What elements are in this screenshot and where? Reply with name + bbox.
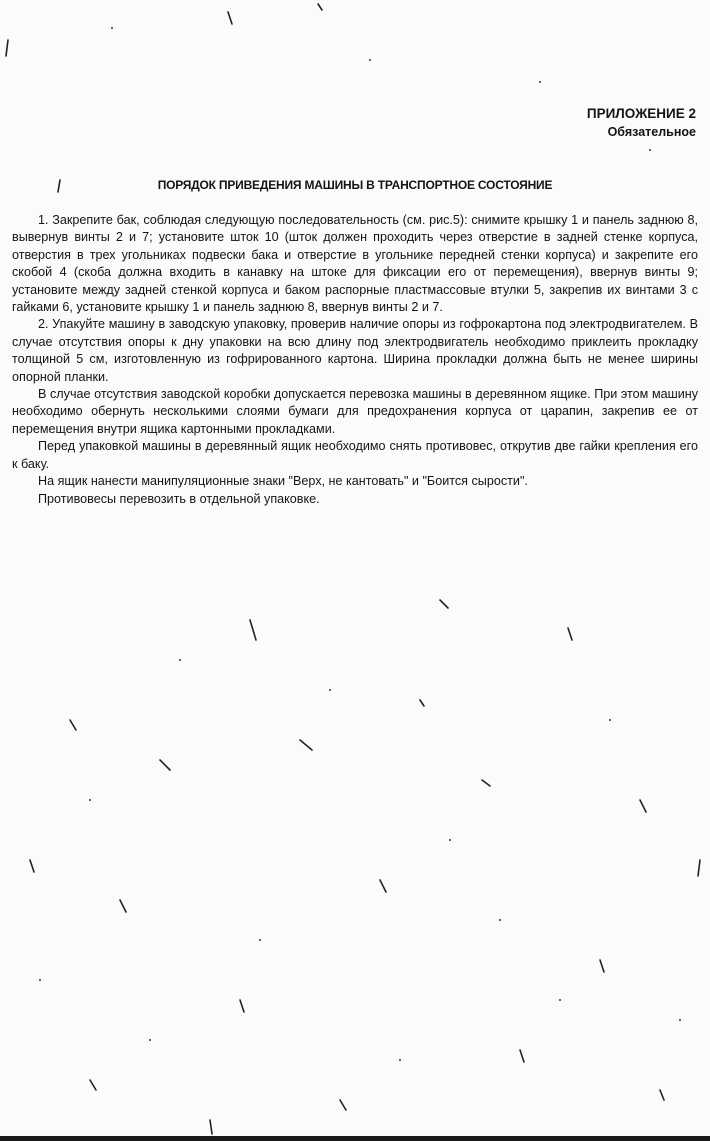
paragraph-3: В случае отсутствия заводской коробки допускается перевозка машины в деревянном ящике. При этом машину необходимо обернуть несколькими слоями бумаги для предохранения корпуса от царапин, закрепив ее от перемещения внутри ящика картонными прокладками. (12, 387, 698, 436)
paragraph-2: 2. Упакуйте машину в заводскую упаковку, проверив наличие опоры из гофрокартона под электродвигателем. В случае отсутствия опоры к дну упаковки на всю длину под электродвигатель необходимо приклеить прокладку толщиной 5 см, изготовленную из гофрированного картона. Ширина прокладки должна быть не менее ширины опорной планки. (12, 317, 698, 384)
annex-header (587, 104, 696, 142)
document-body (12, 212, 698, 508)
paragraph-5: На ящик нанести манипуляционные знаки "Верх, не кантовать" и "Боится сырости". (38, 474, 528, 489)
scan-bottom-edge (0, 1136, 710, 1141)
document-title: ПОРЯДОК ПРИВЕДЕНИЯ МАШИНЫ В ТРАНСПОРТНОЕ СОСТОЯНИЕ (157, 178, 553, 192)
annex-status: Обязательное (607, 125, 696, 139)
annex-label: ПРИЛОЖЕНИЕ 2 (586, 106, 696, 121)
paragraph-1: 1. Закрепите бак, соблюдая следующую последовательность (см. рис.5): снимите крышку 1 и панель заднюю 8, вывернув винты 2 и 7; установите шток 10 (шток должен проходить через отверстие в задней стенке корпуса, отверстия в трех угольниках подвески бака и отверстие в угольнике передней стенки корпуса) и закрепите его скобой 4 (скоба должна входить в канавку на штоке для фиксации его от перемещения), ввернув винты 9; установите между задней стенкой корпуса и баком распорные пластмассовые втулки 5, закрепив их винтами 3 с гайками 6, установите крышку 1 и панель заднюю 8, ввернув винты 2 и 7. (12, 213, 698, 315)
paragraph-6: Противовесы перевозить в отдельной упаковке. (38, 491, 320, 506)
paragraph-4: Перед упаковкой машины в деревянный ящик необходимо снять противовес, открутив две гайки крепления его к баку. (12, 439, 698, 471)
